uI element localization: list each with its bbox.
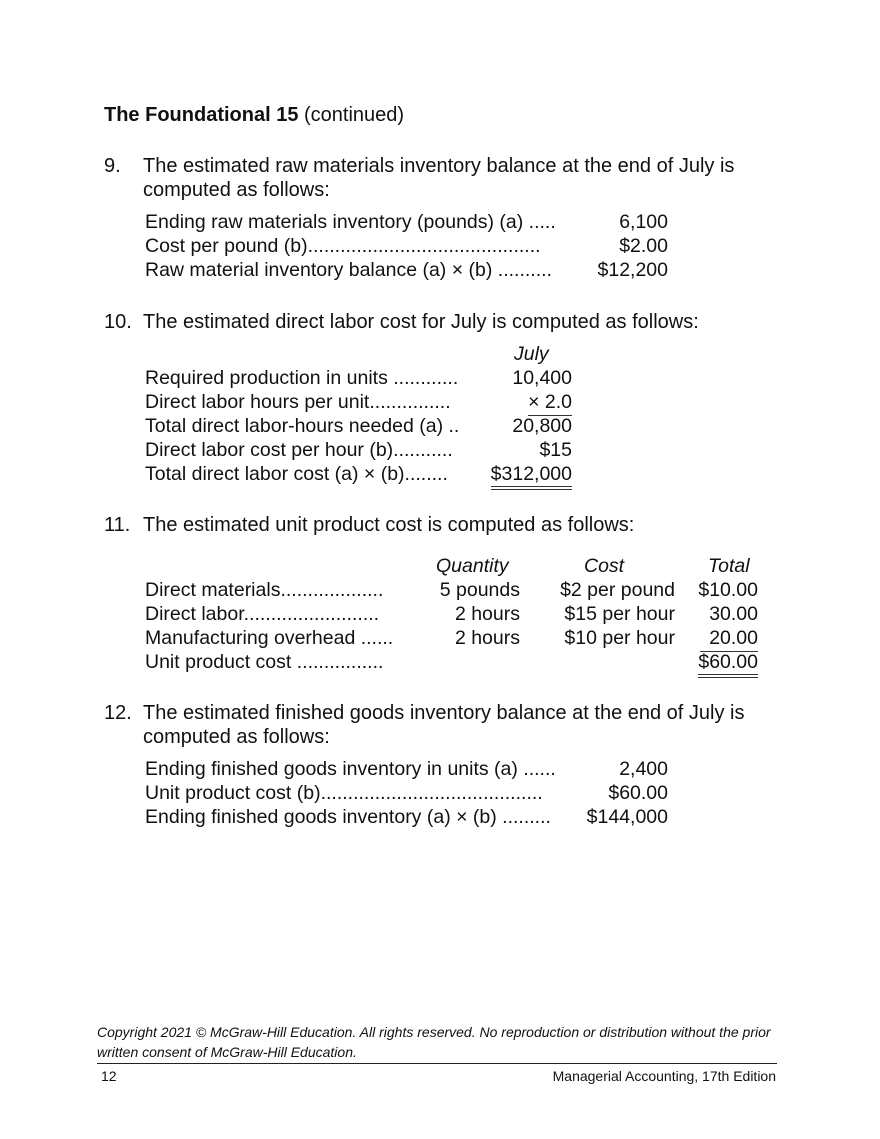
q11-text: The estimated unit product cost is computed as follows:: [143, 514, 635, 536]
q11-row-quantity: 2 hours: [454, 627, 520, 649]
q10-row-value: 20,800: [512, 415, 572, 437]
q10-row-label: Direct labor hours per unit...............: [145, 391, 451, 413]
q10-row-label: Direct labor cost per hour (b)...........: [145, 439, 453, 461]
q11-row-label: Unit product cost ................: [145, 651, 384, 673]
q11-row-label: Direct materials...................: [145, 579, 384, 601]
q12-number: 12.: [104, 702, 132, 724]
q11-cost-header: Cost: [584, 555, 625, 577]
q10-row-label: Total direct labor cost (a) × (b)........: [145, 463, 448, 485]
q12-row-value: 2,400: [619, 758, 668, 780]
footer-copyright: Copyright 2021 © McGraw-Hill Education. All rights reserved. No reproduction or distribution without the prior written consent of McGraw-Hill Education.: [97, 1024, 771, 1060]
title-bold: The Foundational 15: [104, 104, 299, 126]
q9-row-label: Raw material inventory balance (a) × (b) ..........: [145, 259, 552, 281]
q11-row-cost: $2 per pound: [560, 579, 675, 601]
q12-text-line2: computed as follows:: [143, 726, 330, 748]
q11-row-total: 20.00: [700, 627, 758, 652]
q12-text-line1: The estimated finished goods inventory balance at the end of July is: [143, 702, 745, 724]
footer-book-title: Managerial Accounting, 17th Edition: [552, 1068, 776, 1084]
q12-row-value: $144,000: [586, 806, 668, 828]
q11-row-cost: $10 per hour: [564, 627, 675, 649]
q10-july-header: July: [514, 343, 549, 365]
q9-text-line1: The estimated raw materials inventory balance at the end of July is: [143, 155, 735, 177]
q10-number: 10.: [104, 311, 132, 333]
q9-row-label: Ending raw materials inventory (pounds) (a) .....: [145, 211, 556, 233]
q9-row-value: $12,200: [597, 259, 668, 281]
q10-row-label: Total direct labor-hours needed (a) ..: [145, 415, 460, 437]
q9-text-line2: computed as follows:: [143, 179, 330, 201]
q9-number: 9.: [104, 155, 121, 177]
q9-row-value: 6,100: [619, 211, 668, 233]
q10-text: The estimated direct labor cost for July is computed as follows:: [143, 311, 699, 333]
q11-row-total: $60.00: [698, 651, 758, 678]
q12-row-label: Ending finished goods inventory in units (a) ......: [145, 758, 556, 780]
q11-quantity-header: Quantity: [436, 555, 509, 577]
q11-row-quantity: 5 pounds: [439, 579, 520, 601]
q11-row-total: $10.00: [698, 579, 758, 601]
q12-row-label: Ending finished goods inventory (a) × (b) .........: [145, 806, 551, 828]
q10-row-label: Required production in units ............: [145, 367, 459, 389]
q9-row-value: $2.00: [619, 235, 668, 257]
title-rest: (continued): [304, 104, 405, 126]
page-title: [104, 104, 404, 127]
q11-row-total: 30.00: [709, 603, 758, 625]
q10-row-value: $312,000: [491, 463, 572, 490]
q11-row-label: Manufacturing overhead ......: [145, 627, 394, 649]
q11-row-quantity: 2 hours: [454, 603, 520, 625]
footer-page-number: 12: [101, 1068, 117, 1084]
q10-row-value: 10,400: [512, 367, 572, 389]
q11-row-label: Direct labor.........................: [145, 603, 380, 625]
q11-total-header: Total: [708, 555, 750, 577]
q12-row-label: Unit product cost (b).........................................: [145, 782, 543, 804]
footer-divider: [97, 1063, 777, 1064]
q10-row-value: $15: [539, 439, 572, 461]
q11-number: 11.: [104, 514, 131, 536]
q12-row-value: $60.00: [608, 782, 668, 804]
q11-row-cost: $15 per hour: [564, 603, 675, 625]
q10-row-value: × 2.0: [528, 391, 572, 416]
q9-row-label: Cost per pound (b)...........................................: [145, 235, 541, 257]
